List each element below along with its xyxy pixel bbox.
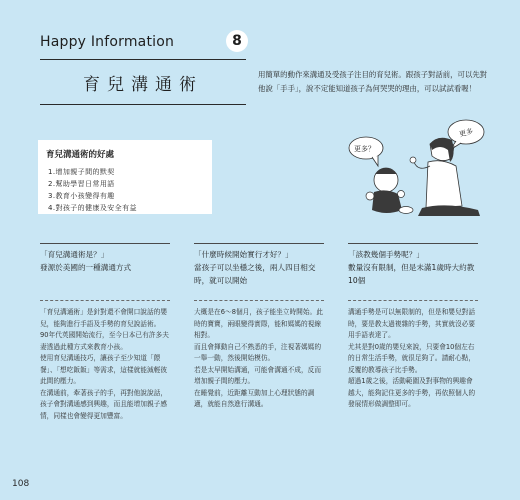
column-paragraph: 在睡覺前，近距離互動加上心理狀態的調適，就能自然進行溝通。 — [194, 388, 315, 408]
column-dashed-rule — [40, 300, 170, 301]
intro-paragraph: 用簡單的動作來溝通及受孩子注目的育兒術。跟孩子對話前，可以先對他說「手手」，說不定能知道孩子為何哭哭的理由，可以試試看喔！ — [258, 70, 488, 93]
column-paragraph: 在溝通前，牽著孩子的手，再對他說說話，孩子會對溝通感到興趣，而且能增加親子感情，同樣也會變得更加豐富。 — [40, 388, 168, 420]
column-body — [194, 307, 324, 411]
benefit-item: 3.教育小孩變得有趣 — [48, 192, 115, 200]
column-paragraph: 若是太早開始溝通，可能會溝通不成，反而增加親子間的壓力。 — [194, 365, 322, 385]
column-paragraph: 溝通手勢是可以無限制的，但是和嬰兒對話時，要是教太過複雜的手勢，其實就沒必要用手語表達了。 — [348, 308, 476, 339]
column-top-rule — [40, 243, 170, 244]
qa-column-3 — [348, 243, 478, 411]
column-question: 「該教幾個手勢呢？」 數量沒有限制，但是未滿1歲時大約教10個 — [348, 250, 475, 285]
title-divider — [40, 104, 246, 105]
column-paragraph: 而且會揮動自己不熟悉的手，注視著媽媽的一舉一動，然後開始模仿。 — [194, 342, 322, 362]
benefits-list — [48, 166, 137, 214]
column-paragraph: 超過1歲之後，活動範圍及對事物的興趣會越大，能夠記住更多的手勢，再依照個人的發展情形做調整即可。 — [348, 377, 476, 408]
section-header-title: Happy Information — [40, 34, 175, 50]
bubble-text-left: 更多？ — [354, 145, 375, 153]
column-question: 「育兒溝通術是？」 發源於美國的一種溝通方式 — [40, 250, 132, 272]
mother-baby-illustration — [318, 110, 493, 220]
header-divider — [40, 59, 246, 60]
column-paragraph: 90年代英國開始流行，至今日本已有許多夫妻透過此種方式來教育小孩。 — [40, 331, 169, 351]
column-paragraph: 大概是在6～8個月，孩子能坐立時開始。此時的寶寶，兩眼變得實際，能和媽媽的視線相對。 — [194, 308, 323, 339]
column-question: 「什麼時候開始實行才好？」 當孩子可以坐穩之後，兩人四目相交時，就可以開始 — [194, 250, 316, 285]
column-paragraph: 「育兒溝通術」是針對還不會開口說話的嬰兒，能夠進行手語及手勢的育兒說話術。 — [40, 308, 168, 328]
column-body — [40, 307, 170, 422]
benefit-item: 1.增加親子間的默契 — [48, 168, 115, 176]
column-body — [348, 307, 478, 411]
benefit-item: 4.對孩子的健康及安全有益 — [48, 204, 137, 212]
column-dashed-rule — [348, 300, 478, 301]
benefit-item: 2.幫助學習日常用語 — [48, 180, 115, 188]
column-dashed-rule — [194, 300, 324, 301]
column-top-rule — [348, 243, 478, 244]
benefits-title: 育兒溝通術的好處 — [46, 150, 115, 160]
column-top-rule — [194, 243, 324, 244]
column-paragraph: 使用育兒溝通技巧，讓孩子至少知道「餵餐」、「想吃飯飯」等需求，這樣就能減輕彼此間的壓力。 — [40, 354, 168, 385]
section-number-badge: 8 — [226, 30, 248, 52]
baby-figure — [366, 168, 413, 214]
qa-column-2 — [194, 243, 324, 411]
column-paragraph: 尤其是對0歲的嬰兒來說，只要會10個左右的日常生活手勢，就很足夠了。請耐心點，反覆的教導孩子比手勢。 — [348, 342, 476, 374]
mother-figure — [410, 138, 480, 216]
benefits-box — [38, 140, 212, 214]
bubble-text-right: 更多 — [458, 127, 475, 139]
page-number: 108 — [12, 479, 30, 489]
page-title: 育兒溝通術 — [83, 75, 203, 95]
qa-column-1 — [40, 243, 170, 422]
